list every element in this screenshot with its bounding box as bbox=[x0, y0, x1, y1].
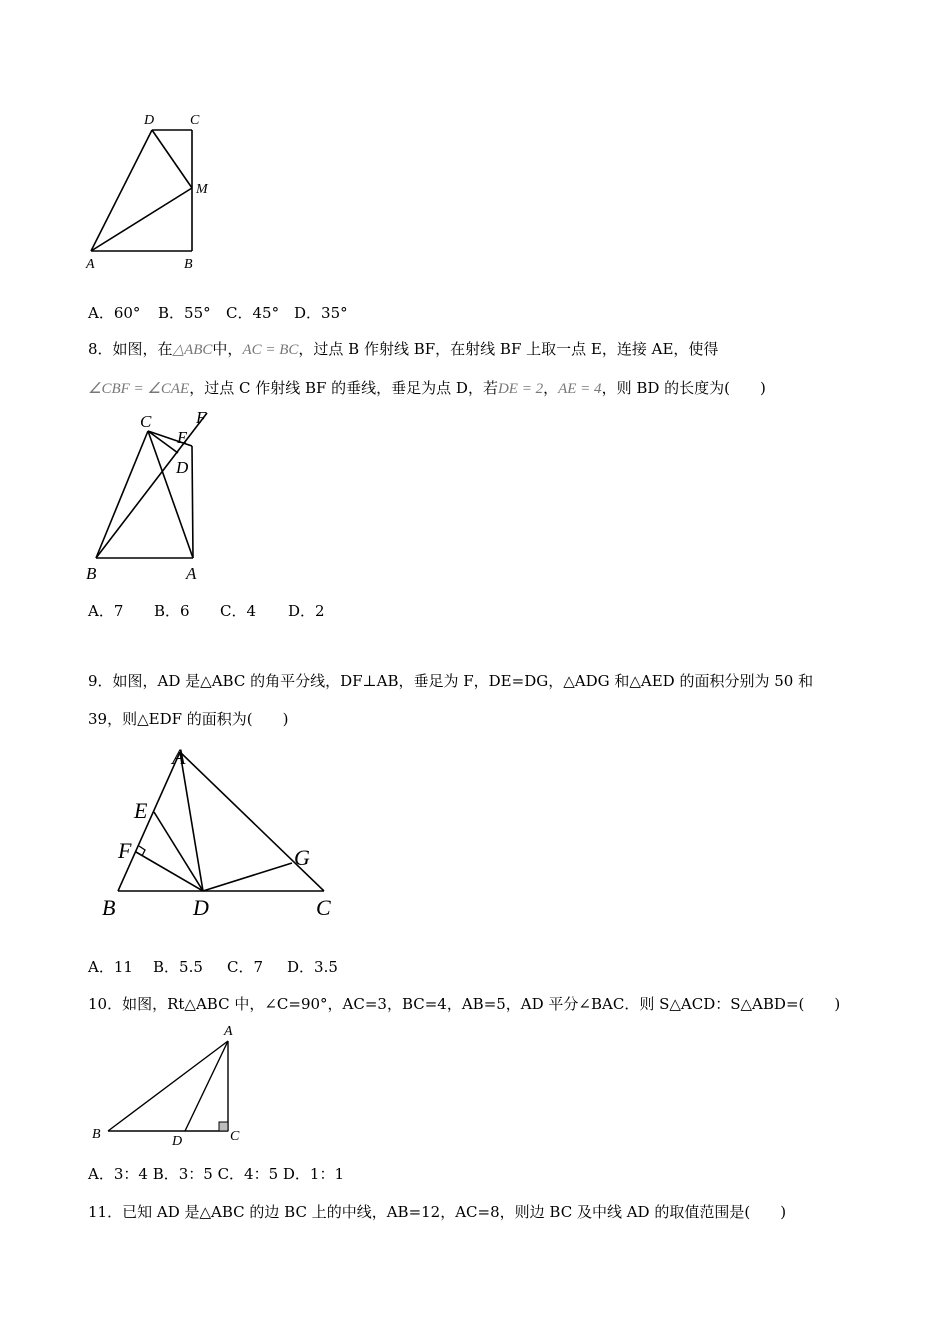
q7-label-c: C bbox=[190, 113, 200, 128]
q10-label-b: B bbox=[92, 1127, 101, 1142]
q7-figure bbox=[80, 108, 220, 273]
q7-option-c: C．45° bbox=[226, 304, 280, 322]
q7-option-d: D．35° bbox=[294, 304, 348, 322]
q9-option-b: B．5.5 bbox=[153, 958, 203, 976]
q9-label-c: C bbox=[316, 895, 331, 920]
q7-option-b: B．55° bbox=[158, 304, 211, 322]
q8-label-b: B bbox=[86, 564, 97, 583]
q10-label-c: C bbox=[230, 1129, 240, 1144]
q9-label-e: E bbox=[134, 798, 148, 823]
q10-label-a: A bbox=[224, 1024, 233, 1039]
q8-seg-ca bbox=[148, 431, 193, 558]
q10-label-d: D bbox=[172, 1134, 183, 1149]
q8-option-c: C．4 bbox=[220, 602, 257, 620]
q7-options bbox=[88, 303, 348, 323]
q8-figure bbox=[80, 405, 220, 585]
q9-option-d: D．3.5 bbox=[287, 958, 338, 976]
q9-label-g: G bbox=[294, 845, 310, 870]
q8-options bbox=[88, 601, 325, 621]
q8-text-5: ， bbox=[543, 379, 559, 397]
q8-label-a: A bbox=[186, 564, 197, 583]
q9-seg-ad bbox=[180, 752, 203, 891]
q8-text-3: ，过点 B 作射线 BF，在射线 BF 上取一点 E，连接 AE，使得 bbox=[298, 340, 719, 358]
q7-label-d: D bbox=[144, 113, 155, 128]
q8-line2 bbox=[88, 378, 766, 399]
q9-seg-ac bbox=[180, 752, 324, 891]
q7-label-m: M bbox=[196, 182, 208, 197]
q9-label-a: A bbox=[172, 744, 186, 769]
q9-label-f: F bbox=[118, 838, 132, 863]
q8-math-triangle: △ABC bbox=[172, 342, 213, 358]
q9-line1: 9．如图，AD 是△ABC 的角平分线，DF⊥AB，垂足为 F，DE=DG，△ADG 和△AED 的面积分别为 50 和 bbox=[88, 672, 814, 690]
q9-option-c: C．7 bbox=[227, 958, 264, 976]
q8-seg-bf bbox=[96, 413, 207, 558]
q9-figure bbox=[90, 742, 350, 924]
q10-options: A．3：4 B．3：5 C．4：5 D．1：1 bbox=[88, 1165, 345, 1183]
q8-text-6: ，则 BD 的长度为( ) bbox=[601, 379, 766, 397]
q8-label-d: D bbox=[176, 458, 189, 477]
q7-seg-dm bbox=[152, 130, 192, 188]
q8-option-d: D．2 bbox=[288, 602, 325, 620]
q8-math-de: DE = 2 bbox=[497, 381, 544, 397]
q8-option-a: A．7 bbox=[88, 602, 124, 620]
q8-label-f: F bbox=[196, 408, 207, 427]
q8-seg-cb bbox=[96, 431, 148, 558]
q8-seg-ea bbox=[192, 446, 193, 558]
q8-text-4: ，过点 C 作射线 BF 的垂线，垂足为点 D，若 bbox=[189, 379, 498, 397]
q9-seg-ab bbox=[118, 752, 180, 891]
q9-option-a: A．11 bbox=[88, 958, 133, 976]
q8-line1 bbox=[88, 339, 718, 360]
q9-options bbox=[88, 957, 338, 977]
q8-text-1: 8．如图，在 bbox=[88, 340, 173, 358]
q7-label-a: A bbox=[86, 257, 95, 272]
q9-seg-gd bbox=[203, 863, 292, 891]
q7-label-b: B bbox=[184, 257, 193, 272]
q11-line1: 11．已知 AD 是△ABC 的边 BC 上的中线，AB=12，AC=8，则边 BC 及中线 AD 的取值范围是( ) bbox=[88, 1203, 787, 1221]
q10-seg-ad bbox=[185, 1041, 228, 1131]
q9-label-d: D bbox=[193, 895, 209, 920]
q9-line2: 39，则△EDF 的面积为( ) bbox=[88, 710, 289, 728]
q8-text-2: 中， bbox=[212, 340, 243, 358]
q10-right-angle-mark bbox=[219, 1122, 228, 1131]
q10-line1: 10．如图，Rt△ABC 中，∠C=90°，AC=3，BC=4，AB=5，AD 平分∠BAC．则 S△ACD：S△ABD=( ) bbox=[88, 995, 841, 1013]
q9-seg-fd bbox=[136, 852, 203, 891]
q9-seg-ed bbox=[154, 812, 203, 891]
q10-seg-ab bbox=[108, 1041, 228, 1131]
q8-option-b: B．6 bbox=[154, 602, 190, 620]
q8-label-c: C bbox=[140, 412, 152, 431]
q8-math-ae: AE = 4 bbox=[558, 381, 602, 397]
q8-math-ac-bc: AC = BC bbox=[242, 342, 299, 358]
q8-label-e: E bbox=[177, 428, 188, 447]
q7-option-a: A．60° bbox=[88, 304, 141, 322]
q9-label-b: B bbox=[102, 895, 116, 920]
q10-figure bbox=[88, 1020, 258, 1149]
q8-math-angles: ∠CBF = ∠CAE bbox=[88, 381, 190, 397]
